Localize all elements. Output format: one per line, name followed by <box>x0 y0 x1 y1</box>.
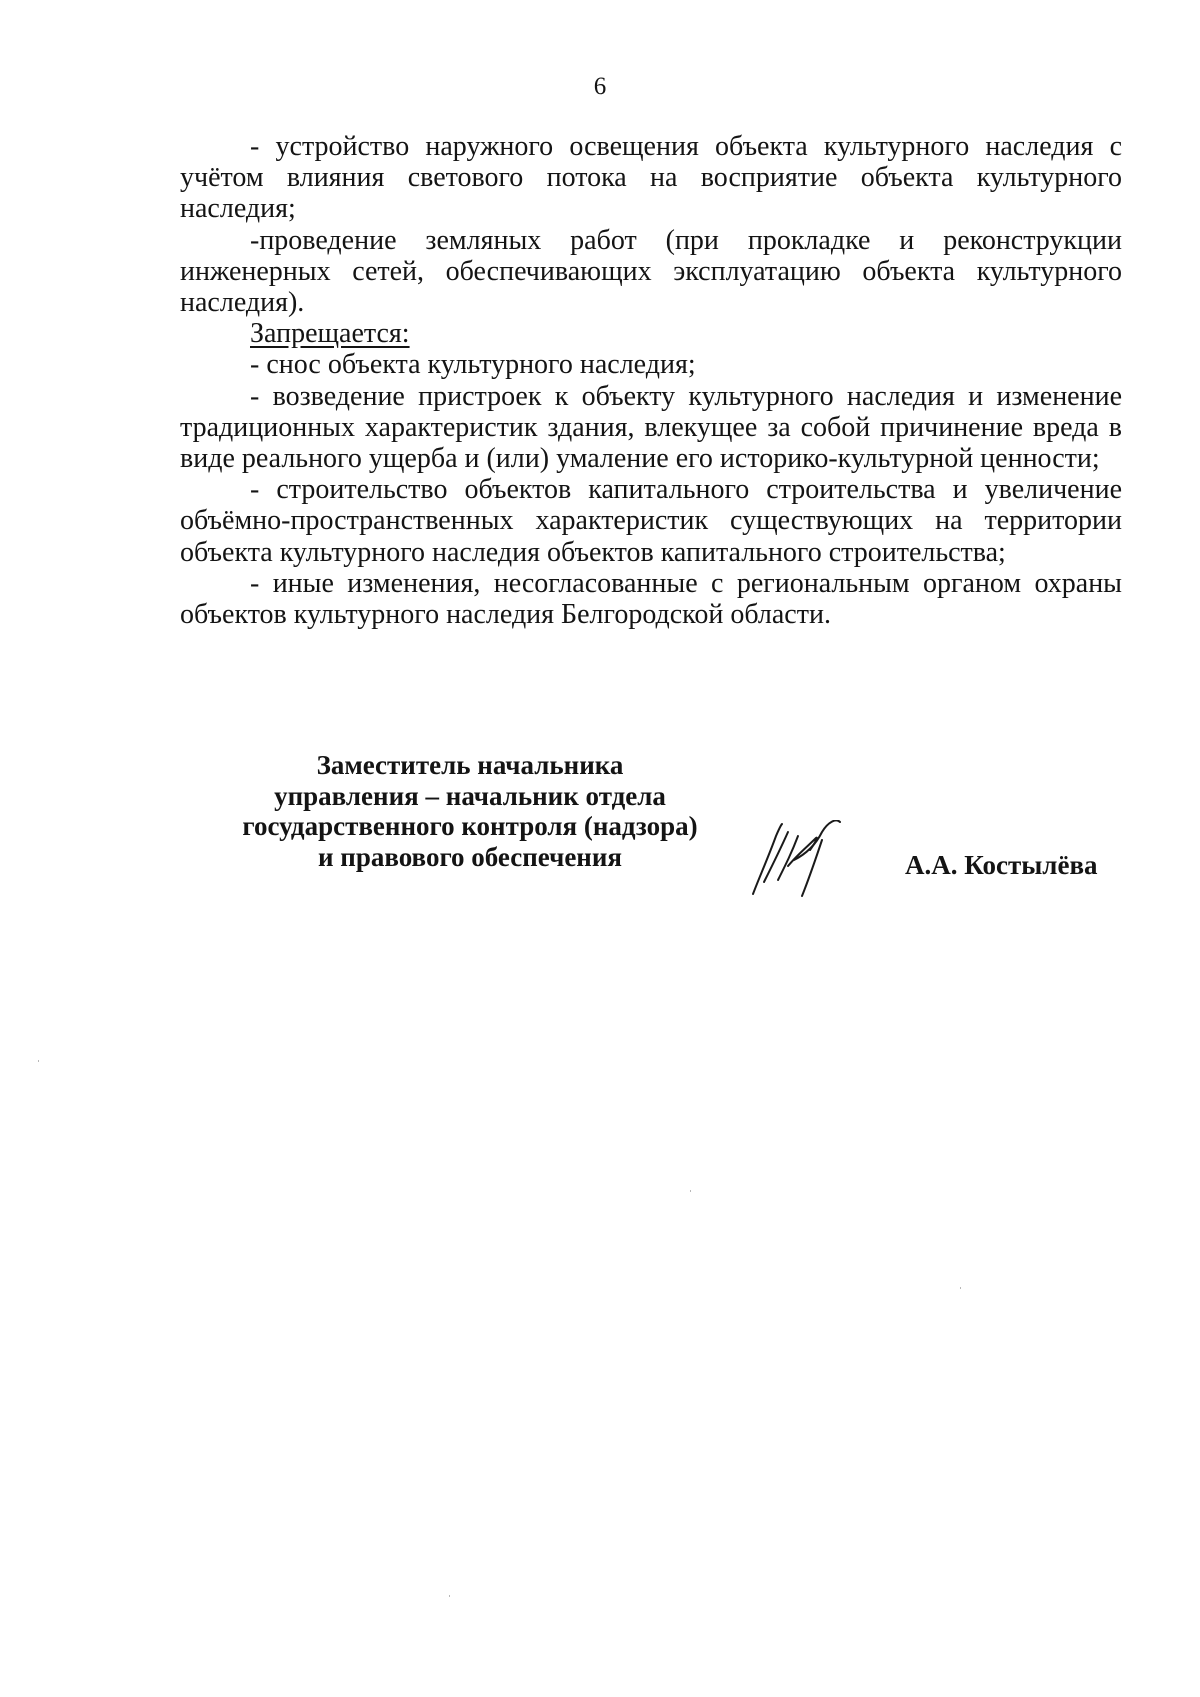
position-line: государственного контроля (надзора) <box>242 811 698 841</box>
paragraph-outdoor-lighting: - устройство наружного освещения объекта культурного наследия с учётом влияния светового потока на восприятие объекта культурного наследия; <box>180 131 1122 225</box>
position-line: управления – начальник отдела <box>274 780 666 811</box>
scan-speck <box>449 1595 450 1597</box>
prohibited-heading-text: Запрещается: <box>250 318 410 350</box>
scan-speck <box>690 1190 691 1192</box>
paragraph-extensions: - возведение пристроек к объекту культурного наследия и изменение традиционных характеристик здания, влекущее за собой причинение вреда в виде реального ущерба и (или) умаление его историко-культурной ценности; <box>180 380 1122 475</box>
prohibited-heading <box>180 318 1122 349</box>
position-line: Заместитель начальника <box>316 750 624 780</box>
paragraph-earthworks: -проведение земляных работ (при прокладке и реконструкции инженерных сетей, обеспечивающих эксплуатацию объекта культурного наследия). <box>180 224 1122 319</box>
document-body <box>180 131 1122 630</box>
scan-speck <box>38 1060 39 1062</box>
paragraph-demolition: - снос объекта культурного наследия; <box>250 349 696 381</box>
signatory-position <box>210 750 730 872</box>
position-line: и правового обеспечения <box>317 841 623 872</box>
scan-speck <box>960 1287 961 1289</box>
page-number: 6 <box>593 73 607 100</box>
paragraph-construction: - строительство объектов капитального строительства и увеличение объёмно-пространственных характеристик существующих на территории объекта культурного наследия объектов капитального строительства; <box>180 474 1122 568</box>
paragraph-other-changes: - иные изменения, несогласованные с региональным органом охраны объектов культурного наследия Белгородской области. <box>180 567 1122 631</box>
handwritten-signature <box>750 820 850 898</box>
signer-name: А.А. Костылёва <box>905 850 1098 880</box>
